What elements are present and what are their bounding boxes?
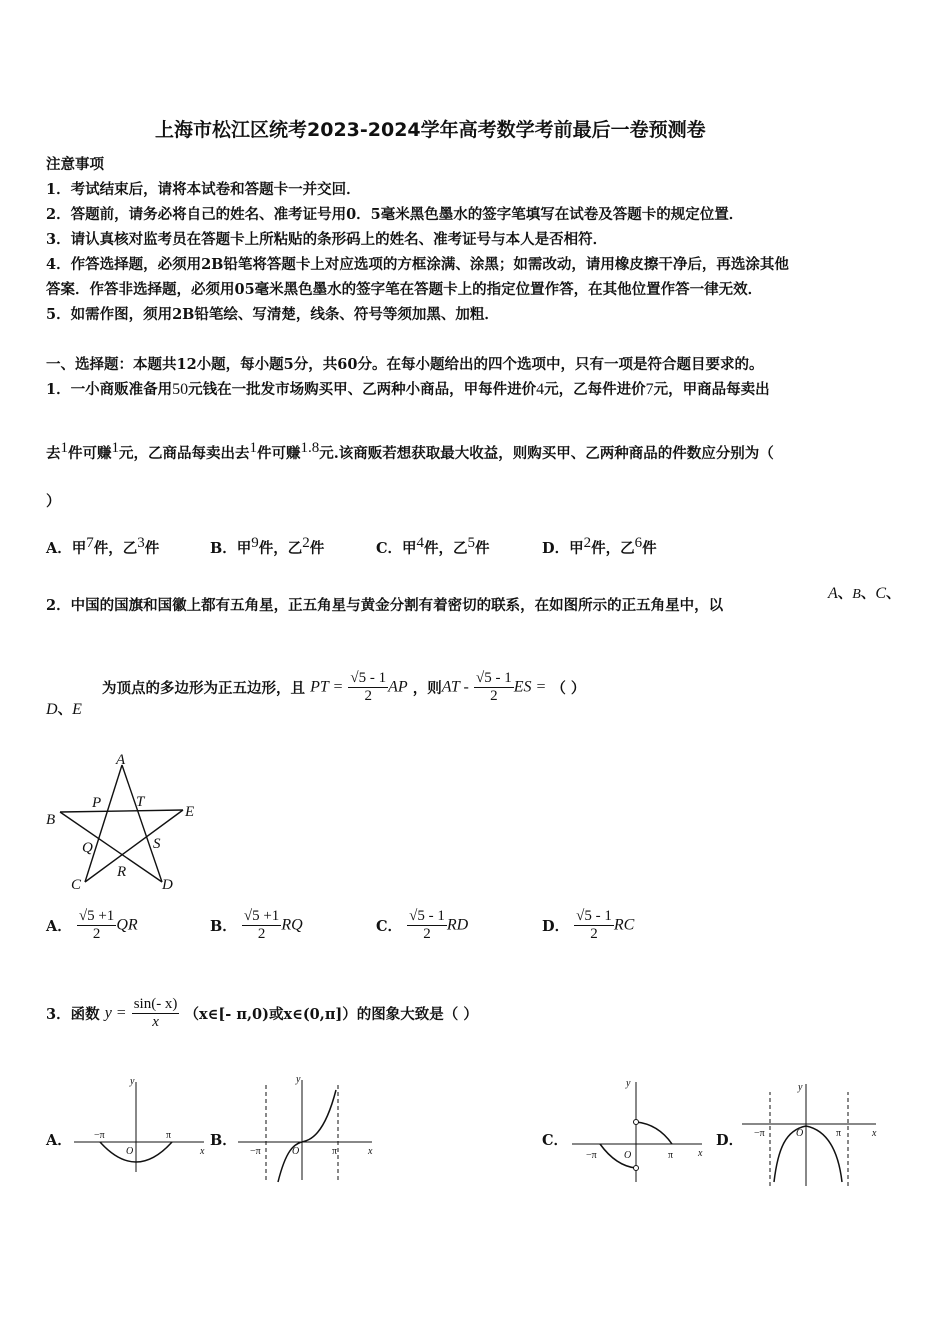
option-value: 6 bbox=[634, 535, 643, 551]
q2-text: 2．中国的国旗和国徽上都有五角星，正五角星与黄金分割有着密切的联系，在如图所示的正五角星中，以 bbox=[46, 597, 724, 614]
star-edge bbox=[122, 765, 162, 882]
tick-neg-pi: −π bbox=[94, 1130, 105, 1141]
q2-line1 bbox=[46, 594, 723, 615]
option-text: 件 bbox=[642, 539, 657, 557]
golden-fraction: $\frac{√5 - 1}{2}$ bbox=[475, 670, 512, 704]
vertex-label: C bbox=[875, 585, 887, 602]
q2-text: 为顶点的多边形为正五边形，且 bbox=[102, 680, 305, 697]
option-value: 2 bbox=[583, 535, 592, 551]
q2-text: ，则 bbox=[412, 680, 442, 697]
q1-number: 1 bbox=[249, 440, 257, 456]
q2-option-d[interactable] bbox=[542, 908, 634, 943]
pentagram-figure bbox=[40, 750, 210, 900]
option-value: 9 bbox=[251, 535, 259, 551]
q1-price-b: 7 bbox=[645, 381, 654, 398]
q3-option-b-label[interactable]: B． bbox=[210, 1132, 237, 1149]
q3-text: 3．函数 bbox=[46, 1006, 100, 1023]
q1-number: 1 bbox=[111, 440, 119, 456]
q2-condition bbox=[102, 670, 585, 705]
golden-fraction: $\frac{√5 - 1}{2}$ bbox=[350, 670, 387, 704]
option-label: C． bbox=[376, 918, 403, 935]
star-label-d: D bbox=[162, 877, 173, 893]
math-expr: PT = bbox=[310, 678, 344, 696]
x-label: x bbox=[872, 1128, 877, 1139]
star-label-a: A bbox=[116, 752, 126, 768]
q1-line1 bbox=[46, 378, 770, 399]
q1-price-a: 4 bbox=[536, 381, 545, 398]
option-value: 4 bbox=[416, 535, 425, 551]
function-curve bbox=[774, 1126, 842, 1182]
vertex-label: A bbox=[828, 585, 838, 602]
option-vector: QR bbox=[116, 916, 138, 934]
y-label: y bbox=[130, 1076, 135, 1087]
tick-pi: π bbox=[668, 1150, 674, 1161]
q1-text: 元钱在一批发市场购买甲、乙两种小商品，甲每件进价 bbox=[188, 381, 537, 398]
star-edge bbox=[60, 810, 183, 812]
option-fraction: $\frac{√5 - 1}{2}$ bbox=[409, 908, 445, 942]
tick-pi: π bbox=[332, 1146, 338, 1157]
graph-c[interactable] bbox=[570, 1072, 710, 1187]
q3-text: （x∈[- π,0)或x∈(0,π]）的图象大致是（ ） bbox=[184, 1006, 478, 1023]
option-text: 件，乙 bbox=[258, 539, 303, 557]
origin-label: O bbox=[796, 1128, 804, 1139]
star-label-q: Q bbox=[82, 840, 93, 856]
star-label-t: T bbox=[136, 794, 145, 810]
vertex-label: B bbox=[852, 587, 861, 602]
option-label: D．甲 bbox=[542, 539, 584, 557]
note-item: 答案．作答非选择题，必须用05毫米黑色墨水的签字笔在答题卡上的指定位置作答，在其他位置作答一律无效． bbox=[46, 281, 763, 298]
option-label: C．甲 bbox=[376, 539, 417, 557]
x-label: x bbox=[368, 1146, 373, 1157]
note-item: 2．答题前，请务必将自己的姓名、准考证号用0．5毫米黑色墨水的签字笔填写在试卷及答题卡的规定位置． bbox=[46, 206, 744, 223]
x-label: x bbox=[200, 1146, 205, 1157]
option-vector: RD bbox=[446, 916, 469, 934]
q3-option-d-label[interactable]: D． bbox=[716, 1132, 744, 1149]
y-label: y bbox=[626, 1078, 631, 1089]
note-item: 3．请认真核对监考员在答题卡上所粘贴的条形码上的姓名、准考证号与本人是否相符． bbox=[46, 231, 608, 248]
star-label-c: C bbox=[71, 877, 82, 893]
option-text: 件，乙 bbox=[591, 539, 635, 557]
function-fraction: $\frac{\sin(- x)}{x}$ bbox=[133, 996, 178, 1030]
note-item: 1．考试结束后，请将本试卷和答题卡一并交回． bbox=[46, 181, 361, 198]
q1-text: 件可赚 bbox=[257, 444, 301, 462]
origin-label: O bbox=[126, 1146, 134, 1157]
y-label: y bbox=[798, 1082, 803, 1093]
q1-text: 件可赚 bbox=[68, 444, 112, 462]
q3-option-c-label[interactable]: C． bbox=[542, 1132, 569, 1149]
q2-option-c[interactable] bbox=[376, 908, 468, 943]
q1-text: 元，甲商品每卖出 bbox=[653, 381, 770, 398]
separator: 、 bbox=[886, 585, 901, 602]
option-value: 7 bbox=[86, 535, 94, 551]
q1-money: 50 bbox=[172, 381, 189, 398]
origin-label: O bbox=[624, 1150, 632, 1161]
star-label-p: P bbox=[92, 795, 102, 811]
vertex-label: E bbox=[72, 701, 82, 718]
option-fraction: $\frac{√5 - 1}{2}$ bbox=[576, 908, 612, 942]
q1-text: 元.该商贩若想获取最大收益，则购买甲、乙两种商品的件数应分别为（ bbox=[319, 444, 774, 462]
option-label: A． bbox=[46, 918, 72, 935]
option-vector: RC bbox=[613, 916, 635, 934]
option-vector: RQ bbox=[281, 916, 303, 934]
q1-number: 1 bbox=[60, 440, 68, 456]
open-point bbox=[634, 1120, 639, 1125]
q1-option-c[interactable] bbox=[376, 535, 490, 558]
vertex-label: D bbox=[46, 701, 58, 718]
q2-vertex-list bbox=[828, 582, 901, 603]
q3-stem bbox=[46, 996, 478, 1031]
note-item: 4．作答选择题，必须用2B铅笔将答题卡上对应选项的方框涂满、涂黑；如需改动，请用橡皮擦干净后，再选涂其他 bbox=[46, 256, 789, 273]
x-label: x bbox=[698, 1148, 703, 1159]
option-text: 件 bbox=[309, 539, 325, 557]
option-text: 件 bbox=[475, 539, 490, 557]
graph-d[interactable] bbox=[740, 1078, 885, 1190]
separator: 、 bbox=[860, 585, 876, 602]
option-text: 件 bbox=[144, 539, 160, 557]
note-item: 5．如需作图，须用2B铅笔绘、写清楚，线条、符号等须加黑、加粗． bbox=[46, 306, 499, 323]
graph-a[interactable] bbox=[72, 1072, 212, 1182]
option-fraction: $\frac{√5 +1}{2}$ bbox=[78, 908, 115, 942]
star-edge bbox=[60, 812, 162, 882]
q1-text: 元，乙每件进价 bbox=[544, 381, 646, 398]
q2-text: （ ） bbox=[551, 680, 586, 697]
q1-text: 元，乙商品每卖出去 bbox=[119, 444, 250, 462]
page-title: 上海市松江区统考2023-2024学年高考数学考前最后一卷预测卷 bbox=[155, 119, 706, 141]
math-expr: AP bbox=[388, 678, 408, 696]
function-curve bbox=[278, 1090, 336, 1182]
q1-option-d[interactable] bbox=[542, 535, 657, 558]
math-expr: y = bbox=[104, 1004, 127, 1022]
q1-text: 1．一小商贩准备用 bbox=[46, 381, 173, 398]
option-text: 件，乙 bbox=[424, 539, 468, 557]
tick-neg-pi: −π bbox=[754, 1128, 765, 1139]
tick-neg-pi: −π bbox=[250, 1146, 261, 1157]
option-fraction: $\frac{√5 +1}{2}$ bbox=[243, 908, 280, 942]
graph-b[interactable] bbox=[236, 1070, 381, 1185]
option-label: B． bbox=[210, 918, 237, 935]
q2-option-b[interactable] bbox=[210, 908, 303, 943]
origin-label: O bbox=[292, 1146, 300, 1157]
option-label: D． bbox=[542, 918, 570, 935]
function-curve-right bbox=[636, 1122, 672, 1144]
star-label-s: S bbox=[153, 836, 161, 852]
star-edge bbox=[85, 810, 183, 882]
q3-option-a-label[interactable]: A． bbox=[46, 1132, 72, 1149]
q2-option-a[interactable] bbox=[46, 908, 138, 943]
option-text: 件，乙 bbox=[93, 539, 138, 557]
q1-profit: 1.8 bbox=[300, 440, 320, 456]
separator: 、 bbox=[57, 701, 73, 718]
separator: 、 bbox=[837, 585, 853, 602]
star-label-r: R bbox=[117, 864, 127, 880]
math-expr: ES = bbox=[513, 678, 547, 696]
q1-text: 去 bbox=[46, 444, 61, 462]
q1-line2 bbox=[46, 440, 774, 463]
option-value: 2 bbox=[302, 535, 310, 551]
math-expr: AT - bbox=[441, 678, 469, 696]
section-heading: 一、选择题：本题共12小题，每小题5分，共60分。在每小题给出的四个选项中，只有一项是符合题目要求的。 bbox=[46, 356, 764, 373]
open-point bbox=[634, 1166, 639, 1171]
q2-line2 bbox=[46, 664, 82, 718]
option-label: A．甲 bbox=[46, 539, 87, 557]
q1-option-b[interactable] bbox=[210, 535, 324, 558]
tick-neg-pi: −π bbox=[586, 1150, 597, 1161]
q1-line3: ） bbox=[46, 493, 61, 510]
tick-pi: π bbox=[836, 1128, 842, 1139]
star-label-b: B bbox=[46, 812, 56, 828]
option-value: 3 bbox=[137, 535, 145, 551]
notes-heading: 注意事项 bbox=[46, 156, 104, 173]
q1-option-a[interactable] bbox=[46, 535, 159, 558]
y-label: y bbox=[296, 1074, 301, 1085]
option-label: B．甲 bbox=[210, 539, 252, 557]
star-label-e: E bbox=[185, 804, 195, 820]
option-value: 5 bbox=[467, 535, 476, 551]
tick-pi: π bbox=[166, 1130, 172, 1141]
